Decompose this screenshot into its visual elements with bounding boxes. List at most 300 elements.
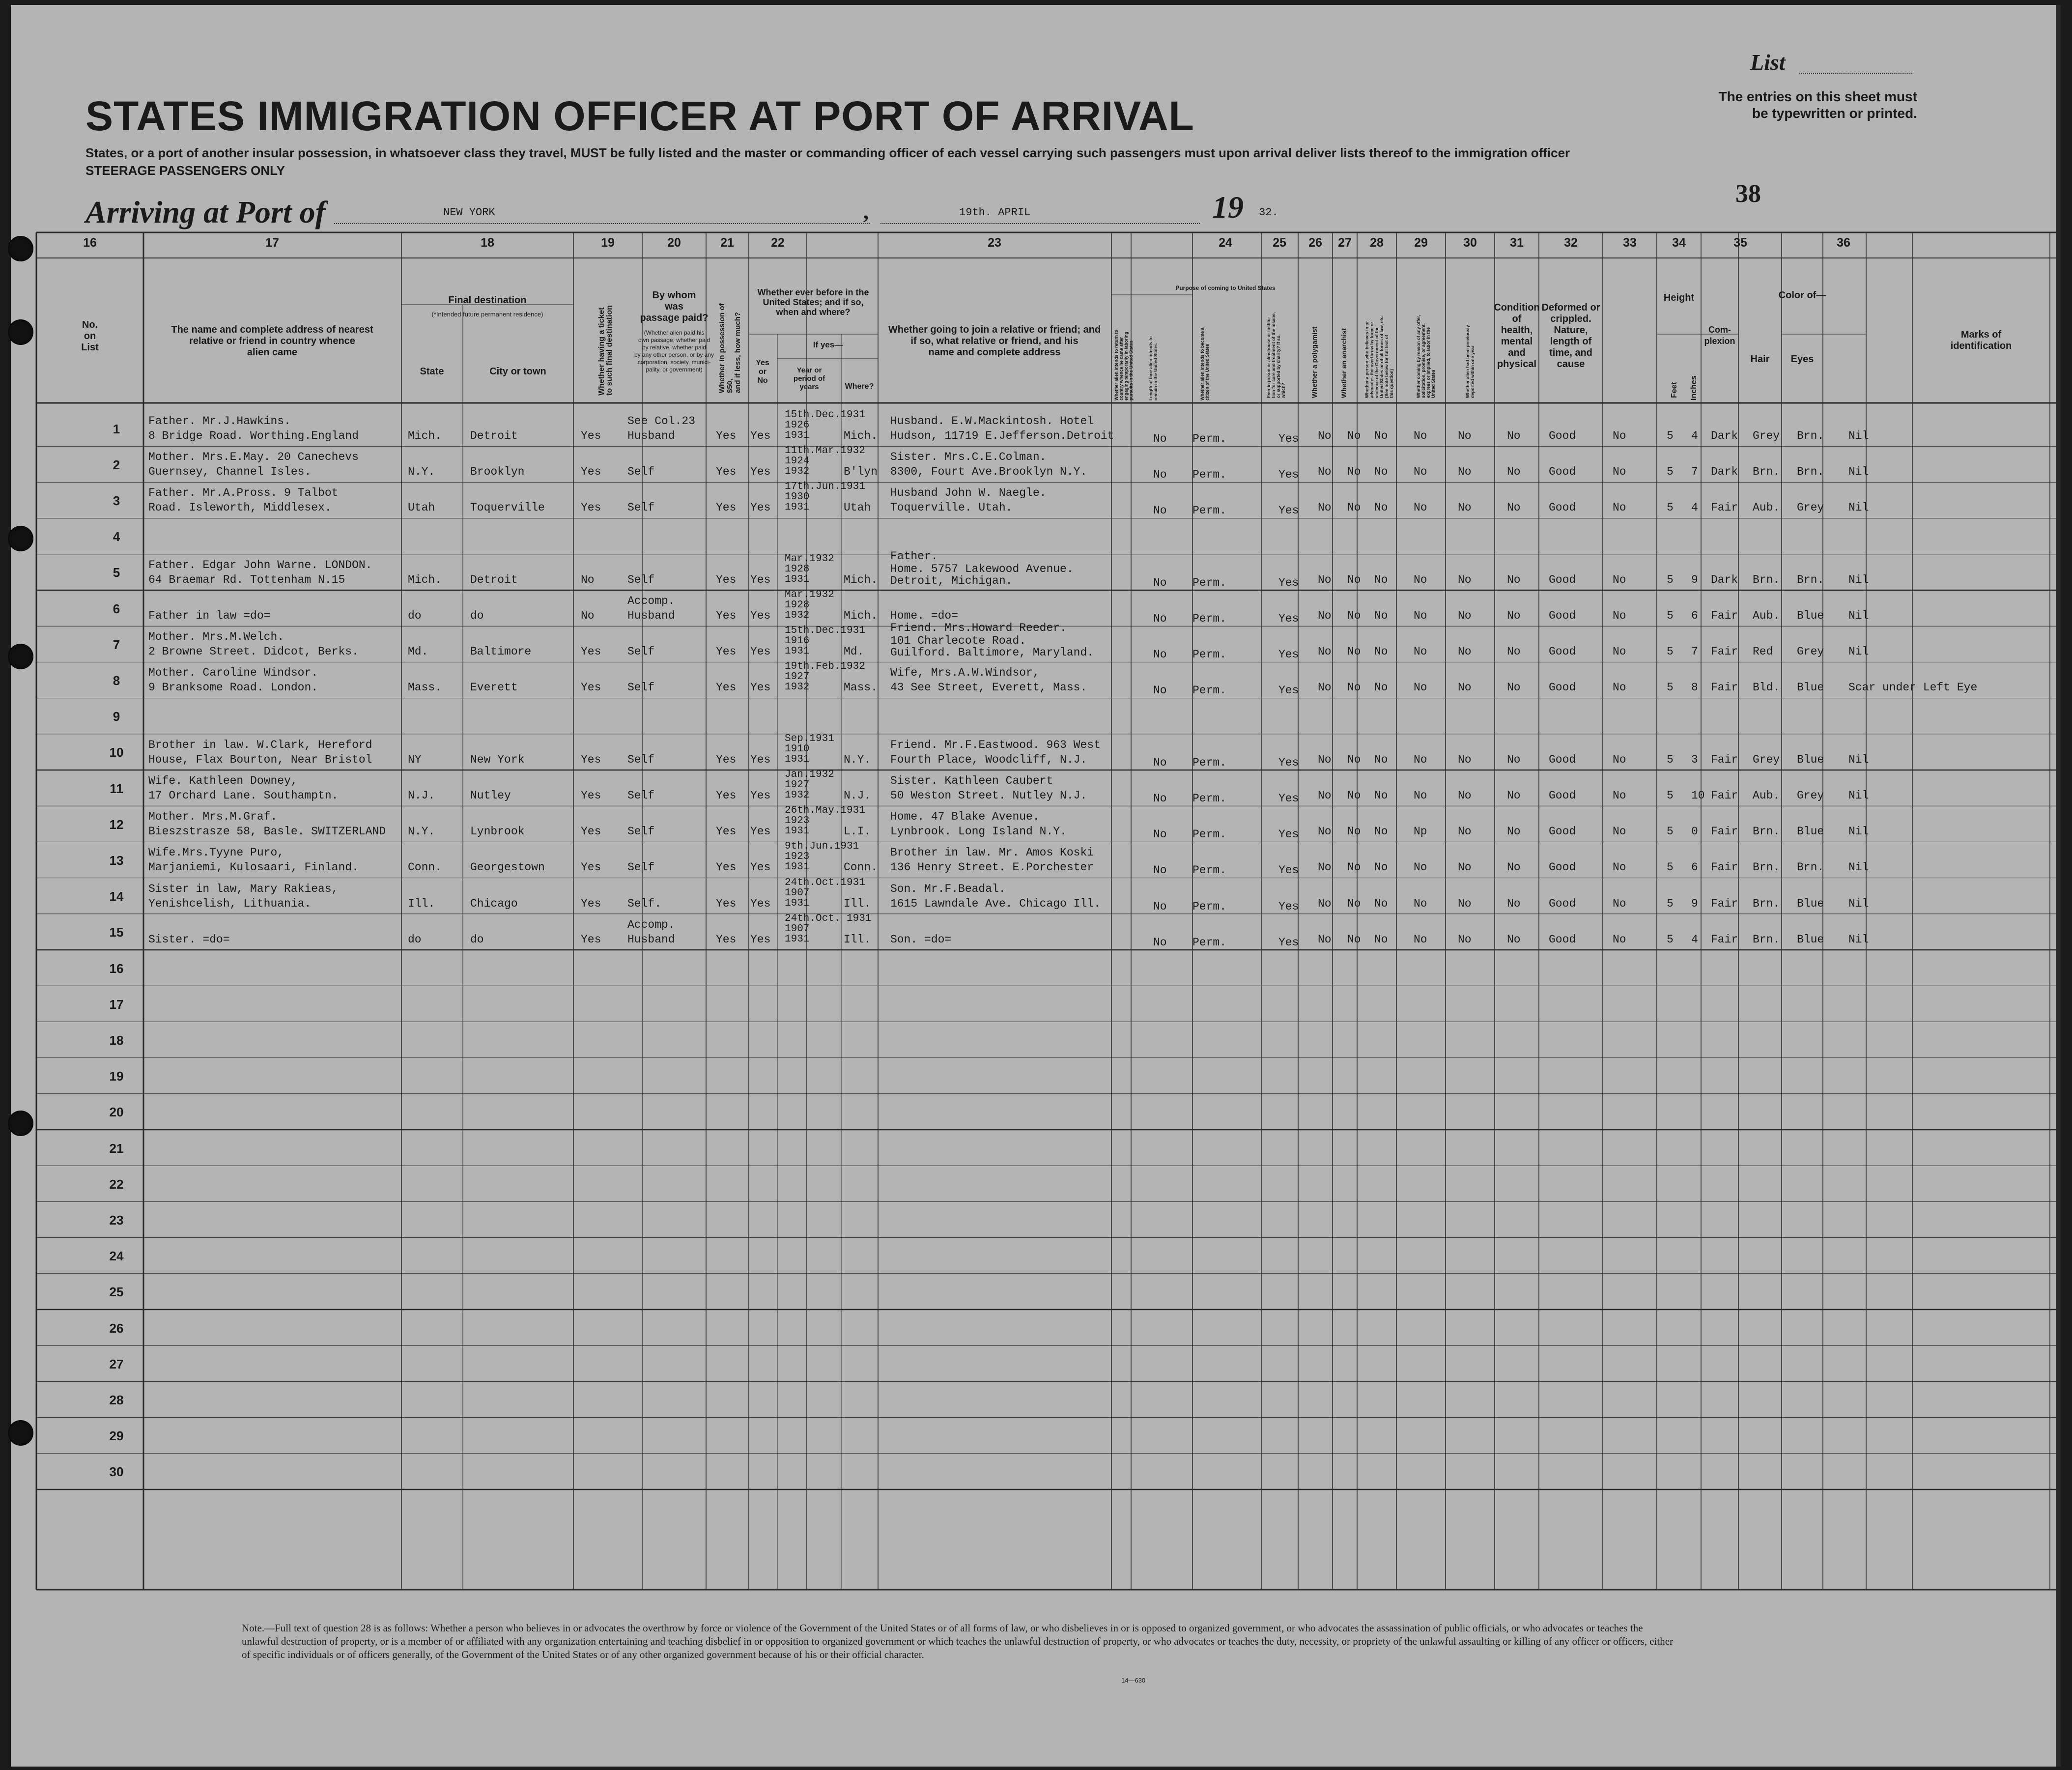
prev-year: 1924 bbox=[785, 456, 810, 467]
complexion: Fair bbox=[1711, 609, 1738, 622]
sheet-number: 38 bbox=[1735, 180, 1761, 208]
joining-relative: Husband John W. Naegle. bbox=[890, 486, 1047, 500]
header-c24-b: Length of time alien intends to remain in the United States bbox=[1148, 336, 1158, 400]
hair-color: Aub. bbox=[1753, 501, 1780, 514]
has-ticket: No bbox=[581, 573, 595, 586]
relative-address: Road. Isleworth, Middlesex. bbox=[148, 501, 332, 514]
prev-year: 1931 bbox=[785, 573, 810, 585]
ever-in-prison: No bbox=[1318, 501, 1332, 514]
relative-address: Brother in law. W.Clark, Hereford bbox=[148, 738, 372, 751]
dest-state: Ill. bbox=[408, 897, 435, 910]
identification-marks: Nil bbox=[1848, 645, 1869, 658]
prev-year: 1927 bbox=[785, 779, 810, 791]
relative-address: 2 Browne Street. Didcot, Berks. bbox=[148, 645, 359, 658]
dest-city: Baltimore bbox=[470, 645, 532, 658]
ever-in-prison: No bbox=[1318, 861, 1332, 874]
column-number: 31 bbox=[1510, 236, 1524, 250]
height-feet: 5 bbox=[1667, 645, 1674, 658]
header-c23: Whether going to join a relative or friend; and if so, what relative or friend, and his name and complete address bbox=[888, 324, 1101, 358]
prev-where: Mich. bbox=[844, 429, 878, 442]
intends-citizen: Yes bbox=[1278, 432, 1299, 445]
eye-color: Blue bbox=[1797, 897, 1824, 910]
intends-citizen: Yes bbox=[1278, 576, 1299, 589]
dest-city: Georgestown bbox=[470, 861, 545, 874]
relative-address: Father. Mr.J.Hawkins. bbox=[148, 415, 291, 428]
height-feet: 5 bbox=[1667, 789, 1674, 802]
row-number: 24 bbox=[109, 1249, 124, 1264]
polygamist: No bbox=[1347, 789, 1361, 802]
polygamist: No bbox=[1347, 645, 1361, 658]
ever-in-prison: No bbox=[1318, 573, 1332, 586]
header-c18: Final destination bbox=[448, 295, 527, 306]
header-c35-hair: Hair bbox=[1750, 354, 1770, 365]
intends-return: No bbox=[1153, 432, 1167, 445]
complexion: Fair bbox=[1711, 645, 1738, 658]
eye-color: Brn. bbox=[1797, 465, 1824, 479]
prev-year: 1932 bbox=[785, 682, 810, 693]
list-note: The entries on this sheet must be typewritten or printed. bbox=[1718, 89, 1917, 121]
previously-deported: No bbox=[1507, 789, 1521, 802]
ever-in-prison: No bbox=[1318, 609, 1332, 622]
header-c31: Condition of health, mental and physical bbox=[1494, 302, 1540, 370]
advocates-overthrow: No bbox=[1414, 861, 1427, 874]
row-number: 29 bbox=[109, 1428, 124, 1444]
prev-year: 1932 bbox=[785, 790, 810, 801]
column-number: 24 bbox=[1219, 236, 1232, 250]
complexion: Dark bbox=[1711, 573, 1738, 586]
joining-relative: Toquerville. Utah. bbox=[890, 501, 1013, 514]
prev-year: 1923 bbox=[785, 851, 810, 863]
identification-marks: Nil bbox=[1848, 897, 1869, 910]
joining-relative: 1615 Lawndale Ave. Chicago Ill. bbox=[890, 897, 1101, 910]
joining-relative: 43 See Street, Everett, Mass. bbox=[890, 681, 1087, 694]
prev-where: Ill. bbox=[844, 897, 871, 910]
dest-state: Mass. bbox=[408, 681, 442, 694]
anarchist: No bbox=[1374, 609, 1388, 622]
height-inches: 3 bbox=[1691, 753, 1698, 766]
year-prefix: 19 bbox=[1212, 190, 1244, 225]
health-condition: Good bbox=[1549, 609, 1576, 622]
prev-year: 1931 bbox=[785, 897, 810, 909]
length-of-stay: Perm. bbox=[1192, 864, 1227, 877]
dest-city: Detroit bbox=[470, 573, 518, 586]
length-of-stay: Perm. bbox=[1192, 936, 1227, 949]
prev-in-us: Yes bbox=[750, 753, 771, 766]
dest-state: do bbox=[408, 933, 422, 946]
labor-offer: No bbox=[1458, 861, 1472, 874]
row-number: 26 bbox=[109, 1320, 124, 1336]
row-number: 16 bbox=[109, 961, 124, 976]
column-number: 32 bbox=[1564, 236, 1578, 250]
joining-relative: Husband. E.W.Mackintosh. Hotel bbox=[890, 415, 1094, 428]
joining-relative: Friend. Mrs.Howard Reeder. bbox=[890, 622, 1067, 635]
header-c24: Purpose of coming to United States bbox=[1175, 285, 1276, 291]
dest-state: do bbox=[408, 609, 422, 622]
relative-address: Sister. =do= bbox=[148, 933, 230, 946]
column-number: 19 bbox=[601, 236, 615, 250]
intends-citizen: Yes bbox=[1278, 864, 1299, 877]
has-ticket: Yes bbox=[581, 501, 601, 514]
previously-deported: No bbox=[1507, 501, 1521, 514]
relative-address: Mother. Caroline Windsor. bbox=[148, 666, 318, 680]
height-feet: 5 bbox=[1667, 465, 1674, 479]
eye-color: Grey bbox=[1797, 789, 1824, 802]
header-c33: Height bbox=[1663, 292, 1695, 303]
prev-where: Utah bbox=[844, 501, 871, 514]
length-of-stay: Perm. bbox=[1192, 648, 1227, 661]
labor-offer: No bbox=[1458, 609, 1472, 622]
relative-address: 17 Orchard Lane. Southamptn. bbox=[148, 789, 339, 802]
health-condition: Good bbox=[1549, 861, 1576, 874]
prev-in-us: Yes bbox=[750, 897, 771, 910]
prev-year: 1923 bbox=[785, 815, 810, 827]
header-c17: The name and complete address of nearest relative or friend in country whence alien came bbox=[171, 324, 373, 358]
ever-in-prison: No bbox=[1318, 645, 1332, 658]
joining-relative: Sister. Mrs.C.E.Colman. bbox=[890, 451, 1047, 464]
header-c18-city: City or town bbox=[489, 366, 546, 377]
prev-year: 1932 bbox=[785, 466, 810, 478]
joining-relative: Brother in law. Mr. Amos Koski bbox=[890, 846, 1094, 859]
joining-relative: Son. =do= bbox=[890, 933, 952, 946]
length-of-stay: Perm. bbox=[1192, 900, 1227, 913]
previously-deported: No bbox=[1507, 825, 1521, 838]
has-fifty-dollars: Yes bbox=[716, 825, 737, 838]
dest-state: Mich. bbox=[408, 573, 442, 586]
prev-where: Ill. bbox=[844, 933, 871, 946]
joining-relative: 50 Weston Street. Nutley N.J. bbox=[890, 789, 1087, 802]
ever-in-prison: No bbox=[1318, 465, 1332, 479]
height-inches: 0 bbox=[1691, 825, 1698, 838]
ever-in-prison: No bbox=[1318, 681, 1332, 694]
advocates-overthrow: No bbox=[1414, 573, 1427, 586]
health-condition: Good bbox=[1549, 501, 1576, 514]
intends-citizen: Yes bbox=[1278, 792, 1299, 805]
ever-in-prison: No bbox=[1318, 897, 1332, 910]
height-inches: 6 bbox=[1691, 609, 1698, 622]
header-c29: Whether coming by reason of any offer, solicitation, promise, or agreement, express or implied, to labor in the United States bbox=[1416, 314, 1436, 398]
advocates-overthrow: No bbox=[1414, 933, 1427, 946]
column-number: 27 bbox=[1338, 236, 1352, 250]
prev-year: 1916 bbox=[785, 635, 810, 647]
column-number: 29 bbox=[1414, 236, 1428, 250]
height-feet: 5 bbox=[1667, 573, 1674, 586]
intends-citizen: Yes bbox=[1278, 648, 1299, 661]
joining-relative: Hudson, 11719 E.Jefferson.Detroit bbox=[890, 429, 1114, 442]
advocates-overthrow: No bbox=[1414, 465, 1427, 479]
height-inches: 9 bbox=[1691, 897, 1698, 910]
deformed: No bbox=[1613, 861, 1626, 874]
has-fifty-dollars: Yes bbox=[716, 429, 737, 442]
anarchist: No bbox=[1374, 681, 1388, 694]
anarchist: No bbox=[1374, 645, 1388, 658]
deformed: No bbox=[1613, 753, 1626, 766]
prev-year: 15th.Dec.1931 bbox=[785, 409, 865, 421]
header-c21: Whether in possession of $50, and if less, how much? bbox=[718, 303, 742, 393]
previously-deported: No bbox=[1507, 645, 1521, 658]
ever-in-prison: No bbox=[1318, 933, 1332, 946]
ever-in-prison: No bbox=[1318, 825, 1332, 838]
eye-color: Blue bbox=[1797, 609, 1824, 622]
passage-paid-by: Self bbox=[627, 753, 655, 766]
intends-citizen: Yes bbox=[1278, 468, 1299, 482]
column-number: 36 bbox=[1837, 236, 1850, 250]
row-number: 21 bbox=[109, 1141, 124, 1156]
has-ticket: No bbox=[581, 609, 595, 622]
relative-address: Father. Mr.A.Pross. 9 Talbot bbox=[148, 486, 339, 500]
ever-in-prison: No bbox=[1318, 429, 1332, 442]
intends-return: No bbox=[1153, 504, 1167, 517]
intends-return: No bbox=[1153, 612, 1167, 625]
anarchist: No bbox=[1374, 789, 1388, 802]
row-number: 22 bbox=[109, 1176, 124, 1192]
prev-where: Md. bbox=[844, 645, 864, 658]
prev-year: 17th.Jun.1931 bbox=[785, 481, 865, 493]
previously-deported: No bbox=[1507, 465, 1521, 479]
header-c32: Deformed or crippled. Nature, length of time, and cause bbox=[1541, 302, 1600, 370]
height-feet: 5 bbox=[1667, 897, 1674, 910]
column-number: 34 bbox=[1672, 236, 1686, 250]
intends-citizen: Yes bbox=[1278, 612, 1299, 625]
header-c18-state: State bbox=[420, 366, 444, 377]
deformed: No bbox=[1613, 609, 1626, 622]
eye-color: Blue bbox=[1797, 753, 1824, 766]
intends-return: No bbox=[1153, 828, 1167, 841]
deformed: No bbox=[1613, 429, 1626, 442]
previously-deported: No bbox=[1507, 753, 1521, 766]
passage-paid-by: Husband bbox=[627, 429, 675, 442]
hair-color: Brn. bbox=[1753, 933, 1780, 946]
header-c20: By whom was passage paid? bbox=[640, 290, 709, 323]
prev-year: Mar.1932 bbox=[785, 553, 834, 565]
deformed: No bbox=[1613, 897, 1626, 910]
row-number: 12 bbox=[109, 817, 124, 832]
relative-address: Father in law =do= bbox=[148, 609, 271, 622]
dest-city: Nutley bbox=[470, 789, 511, 802]
column-number: 20 bbox=[667, 236, 681, 250]
dest-city: Detroit bbox=[470, 429, 518, 442]
passage-paid-by: See Col.23 bbox=[627, 415, 696, 428]
column-number: 18 bbox=[481, 236, 494, 250]
prev-in-us: Yes bbox=[750, 681, 771, 694]
prev-year: 1910 bbox=[785, 743, 810, 755]
relative-address: Marjaniemi, Kulosaari, Finland. bbox=[148, 861, 359, 874]
has-fifty-dollars: Yes bbox=[716, 609, 737, 622]
row-number: 2 bbox=[113, 457, 120, 472]
height-inches: 8 bbox=[1691, 681, 1698, 694]
identification-marks: Nil bbox=[1848, 501, 1869, 514]
has-ticket: Yes bbox=[581, 897, 601, 910]
column-number: 26 bbox=[1308, 236, 1322, 250]
prev-in-us: Yes bbox=[750, 645, 771, 658]
passage-paid-by: Accomp. bbox=[627, 595, 675, 607]
relative-address: 8 Bridge Road. Worthing.England bbox=[148, 429, 359, 442]
complexion: Dark bbox=[1711, 465, 1738, 479]
length-of-stay: Perm. bbox=[1192, 612, 1227, 625]
hair-color: Brn. bbox=[1753, 825, 1780, 838]
port-label: Arriving at Port of bbox=[85, 195, 326, 229]
health-condition: Good bbox=[1549, 753, 1576, 766]
height-feet: 5 bbox=[1667, 825, 1674, 838]
complexion: Fair bbox=[1711, 681, 1738, 694]
column-number: 25 bbox=[1273, 236, 1286, 250]
advocates-overthrow: No bbox=[1414, 789, 1427, 802]
intends-return: No bbox=[1153, 756, 1167, 769]
prev-in-us: Yes bbox=[750, 825, 771, 838]
list-label: List bbox=[1750, 50, 1786, 75]
joining-relative: 8300, Fourt Ave.Brooklyn N.Y. bbox=[890, 465, 1087, 479]
deformed: No bbox=[1613, 573, 1626, 586]
row-number: 23 bbox=[109, 1213, 124, 1228]
year-suffix: 32. bbox=[1259, 206, 1278, 219]
health-condition: Good bbox=[1549, 897, 1576, 910]
prev-in-us: Yes bbox=[750, 429, 771, 442]
dest-city: Chicago bbox=[470, 897, 518, 910]
health-condition: Good bbox=[1549, 825, 1576, 838]
header-c20-note: (Whether alien paid his own passage, whether paid by relative, whether paid by any other person, or by any corporation, society, munici- pality, or government) bbox=[634, 329, 714, 373]
joining-relative: 101 Charlecote Road. bbox=[890, 634, 1026, 648]
form-number: 14—630 bbox=[1121, 1677, 1146, 1684]
has-ticket: Yes bbox=[581, 429, 601, 442]
polygamist: No bbox=[1347, 573, 1361, 586]
dest-city: Brooklyn bbox=[470, 465, 525, 479]
header-c27: Whether an anarchist bbox=[1340, 328, 1348, 398]
height-feet: 5 bbox=[1667, 429, 1674, 442]
has-fifty-dollars: Yes bbox=[716, 933, 737, 946]
length-of-stay: Perm. bbox=[1192, 792, 1227, 805]
header-c22: Whether ever before in the United States; and if so, when and where? bbox=[757, 287, 869, 317]
prev-year: 1927 bbox=[785, 671, 810, 683]
row-number: 6 bbox=[113, 601, 120, 616]
prev-year: 1931 bbox=[785, 753, 810, 765]
joining-relative: Lynbrook. Long Island N.Y. bbox=[890, 825, 1067, 838]
intends-return: No bbox=[1153, 900, 1167, 913]
joining-relative: 136 Henry Street. E.Porchester bbox=[890, 861, 1094, 874]
header-c22-year: Year or period of years bbox=[793, 366, 825, 391]
hair-color: Grey bbox=[1753, 753, 1780, 766]
passage-paid-by: Husband bbox=[627, 609, 675, 622]
prev-year: 1928 bbox=[785, 600, 810, 611]
hair-color: Grey bbox=[1753, 429, 1780, 442]
has-fifty-dollars: Yes bbox=[716, 645, 737, 658]
height-feet: 5 bbox=[1667, 753, 1674, 766]
prev-year: 1931 bbox=[785, 861, 810, 873]
intends-return: No bbox=[1153, 936, 1167, 949]
column-number: 30 bbox=[1463, 236, 1477, 250]
relative-address: 9 Branksome Road. London. bbox=[148, 681, 318, 694]
intends-citizen: Yes bbox=[1278, 504, 1299, 517]
labor-offer: No bbox=[1458, 681, 1472, 694]
height-inches: 4 bbox=[1691, 933, 1698, 946]
prev-where: B'lyn bbox=[844, 465, 878, 479]
dest-state: Md. bbox=[408, 645, 428, 658]
height-inches: 4 bbox=[1691, 501, 1698, 514]
intends-citizen: Yes bbox=[1278, 828, 1299, 841]
joining-relative: Father. bbox=[890, 549, 938, 563]
dest-state: N.J. bbox=[408, 789, 435, 802]
prev-where: Conn. bbox=[844, 861, 878, 874]
hair-color: Bld. bbox=[1753, 681, 1780, 694]
dest-state: Conn. bbox=[408, 861, 442, 874]
column-number: 33 bbox=[1623, 236, 1637, 250]
complexion: Fair bbox=[1711, 825, 1738, 838]
length-of-stay: Perm. bbox=[1192, 828, 1227, 841]
polygamist: No bbox=[1347, 897, 1361, 910]
previously-deported: No bbox=[1507, 897, 1521, 910]
header-c26: Whether a polygamist bbox=[1310, 326, 1318, 398]
length-of-stay: Perm. bbox=[1192, 756, 1227, 769]
previously-deported: No bbox=[1507, 933, 1521, 946]
has-fifty-dollars: Yes bbox=[716, 681, 737, 694]
height-inches: 7 bbox=[1691, 645, 1698, 658]
joining-relative: Fourth Place, Woodcliff, N.J. bbox=[890, 753, 1087, 766]
passage-paid-by: Self bbox=[627, 465, 655, 479]
deformed: No bbox=[1613, 645, 1626, 658]
has-ticket: Yes bbox=[581, 861, 601, 874]
hair-color: Brn. bbox=[1753, 573, 1780, 586]
anarchist: No bbox=[1374, 933, 1388, 946]
intends-citizen: Yes bbox=[1278, 756, 1299, 769]
polygamist: No bbox=[1347, 933, 1361, 946]
prev-year: 26th.May.1931 bbox=[785, 805, 865, 817]
labor-offer: No bbox=[1458, 645, 1472, 658]
prev-year: 1931 bbox=[785, 933, 810, 945]
previously-deported: No bbox=[1507, 861, 1521, 874]
row-number: 7 bbox=[113, 637, 120, 652]
complexion: Fair bbox=[1711, 753, 1738, 766]
manifest-sheet bbox=[11, 5, 2061, 1767]
polygamist: No bbox=[1347, 465, 1361, 479]
has-fifty-dollars: Yes bbox=[716, 753, 737, 766]
joining-relative: Wife, Mrs.A.W.Windsor, bbox=[890, 666, 1040, 680]
hair-color: Brn. bbox=[1753, 465, 1780, 479]
row-number: 19 bbox=[109, 1069, 124, 1084]
labor-offer: No bbox=[1458, 465, 1472, 479]
joining-relative: Friend. Mr.F.Eastwood. 963 West bbox=[890, 738, 1101, 751]
row-number: 14 bbox=[109, 889, 124, 904]
polygamist: No bbox=[1347, 861, 1361, 874]
row-number: 3 bbox=[113, 493, 120, 508]
deformed: No bbox=[1613, 681, 1626, 694]
height-inches: 9 bbox=[1691, 573, 1698, 586]
row-number: 11 bbox=[110, 781, 123, 796]
row-number: 20 bbox=[109, 1105, 124, 1120]
ever-in-prison: No bbox=[1318, 789, 1332, 802]
eye-color: Blue bbox=[1797, 933, 1824, 946]
advocates-overthrow: No bbox=[1414, 681, 1427, 694]
complexion: Dark bbox=[1711, 429, 1738, 442]
polygamist: No bbox=[1347, 501, 1361, 514]
height-feet: 5 bbox=[1667, 861, 1674, 874]
intends-return: No bbox=[1153, 864, 1167, 877]
identification-marks: Nil bbox=[1848, 573, 1869, 586]
prev-year: 1931 bbox=[785, 430, 810, 441]
header-c22-yesno: Yes or No bbox=[756, 359, 769, 385]
anarchist: No bbox=[1374, 429, 1388, 442]
prev-where: Mich. bbox=[844, 573, 878, 586]
prev-year: 15th.Dec.1931 bbox=[785, 625, 865, 637]
relative-address: House, Flax Bourton, Near Bristol bbox=[148, 753, 372, 766]
prev-year: 1932 bbox=[785, 610, 810, 621]
length-of-stay: Perm. bbox=[1192, 576, 1227, 589]
prev-in-us: Yes bbox=[750, 861, 771, 874]
height-inches: 10 bbox=[1691, 789, 1705, 802]
intends-return: No bbox=[1153, 468, 1167, 482]
length-of-stay: Perm. bbox=[1192, 684, 1227, 697]
has-ticket: Yes bbox=[581, 681, 601, 694]
port-value: NEW YORK bbox=[443, 206, 495, 219]
length-of-stay: Perm. bbox=[1192, 468, 1227, 482]
eye-color: Blue bbox=[1797, 681, 1824, 694]
